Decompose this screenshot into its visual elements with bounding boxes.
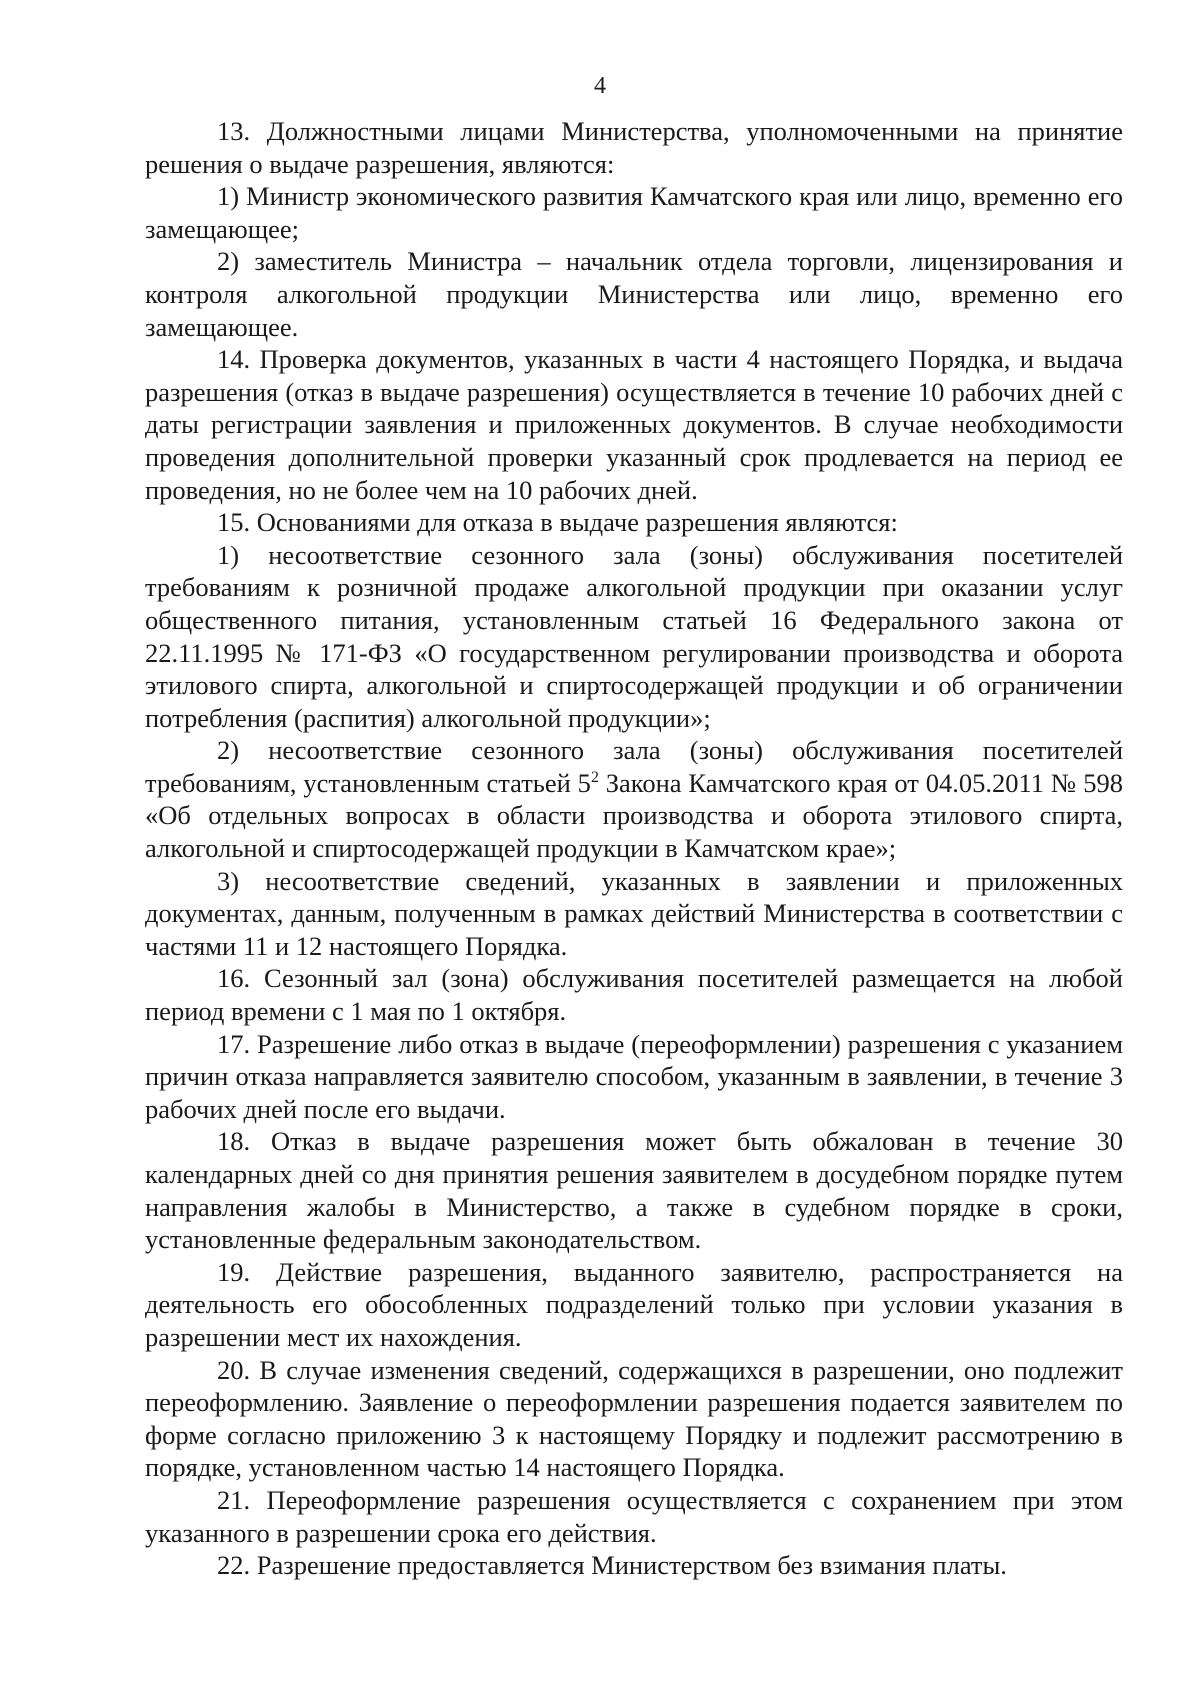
- paragraph-15-item-3: 3) несоответствие сведений, указанных в заявлении и приложенных документах, данным, полученным в рамках действий Министерства в соответствии с частями 11 и 12 настоящего Порядка.: [145, 865, 1123, 961]
- paragraph-15: 15. Основаниями для отказа в выдаче разрешения являются:: [217, 507, 898, 538]
- paragraph-16: 16. Сезонный зал (зона) обслуживания посетителей размещается на любой период времени с 1 мая по 1 октября.: [145, 963, 1123, 1027]
- paragraph-20: 20. В случае изменения сведений, содержащихся в разрешении, оно подлежит переоформлению. Заявление о переоформлении разрешения подается заявителем по форме согласно приложению 3 к настоящему Порядку и подлежит рассмотрению в порядке, установленном частью 14 настоящего Порядка.: [145, 1354, 1123, 1483]
- page-number: 4: [594, 73, 606, 99]
- paragraph-15-item-2-part-1: 2) несоответствие сезонного зала (зоны) обслуживания посетителей требованиям, установленным статьей 5: [145, 735, 1123, 798]
- paragraph-15-item-2-part-2: Закона Камчатского края от 04.05.2011 № 598 «Об отдельных вопросах в области производства и оборота этилового спирта, алкогольной и спиртосодержащей продукции в Камчатском крае»;: [145, 767, 1123, 864]
- paragraph-17: 17. Разрешение либо отказ в выдаче (переоформлении) разрешения с указанием причин отказа направляется заявителю способом, указанным в заявлении, в течение 3 рабочих дней после его выдачи.: [145, 1028, 1123, 1124]
- superscript-2: 2: [590, 769, 599, 787]
- paragraph-19: 19. Действие разрешения, выданного заявителю, распространяется на деятельность его обособленных подразделений только при условии указания в разрешении мест их нахождения.: [145, 1256, 1123, 1352]
- paragraph-18: 18. Отказ в выдаче разрешения может быть обжалован в течение 30 календарных дней со дня принятия решения заявителем в досудебном порядке путем направления жалобы в Министерство, а также в судебном порядке в сроки, установленные федеральным законодательством.: [145, 1126, 1123, 1255]
- paragraph-21: 21. Переоформление разрешения осуществляется с сохранением при этом указанного в разрешении срока его действия.: [145, 1484, 1123, 1548]
- paragraph-13-item-1: 1) Министр экономического развития Камчатского края или лицо, временно его замещающее;: [145, 181, 1123, 244]
- document-body: [145, 115, 1123, 1582]
- paragraph-15-item-1: 1) несоответствие сезонного зала (зоны) обслуживания посетителей требованиям к розничной продаже алкогольной продукции при оказании услуг общественного питания, установленным статьей 16 Федерального закона от 22.11.1995 № 171-ФЗ «О государственном регулировании производства и оборота этилового спирта, алкогольной и спиртосодержащей продукции и об ограничении потребления (распития) алкогольной продукции»;: [145, 539, 1123, 733]
- paragraph-13-item-2: 2) заместитель Министра – начальник отдела торговли, лицензирования и контроля алкогольной продукции Министерства или лицо, временно его замещающее.: [145, 246, 1123, 342]
- paragraph-22: 22. Разрешение предоставляется Министерством без взимания платы.: [217, 1550, 1007, 1581]
- paragraph-14: 14. Проверка документов, указанных в части 4 настоящего Порядка, и выдача разрешения (отказ в выдаче разрешения) осуществляется в течение 10 рабочих дней с даты регистрации заявления и приложенных документов. В случае необходимости проведения дополнительной проверки указанный срок продлевается на период ее проведения, но не более чем на 10 рабочих дней.: [145, 344, 1123, 505]
- paragraph-13: 13. Должностными лицами Министерства, уполномоченными на принятие решения о выдаче разрешения, являются:: [145, 116, 1123, 179]
- paragraph-15-item-2: [145, 734, 1123, 864]
